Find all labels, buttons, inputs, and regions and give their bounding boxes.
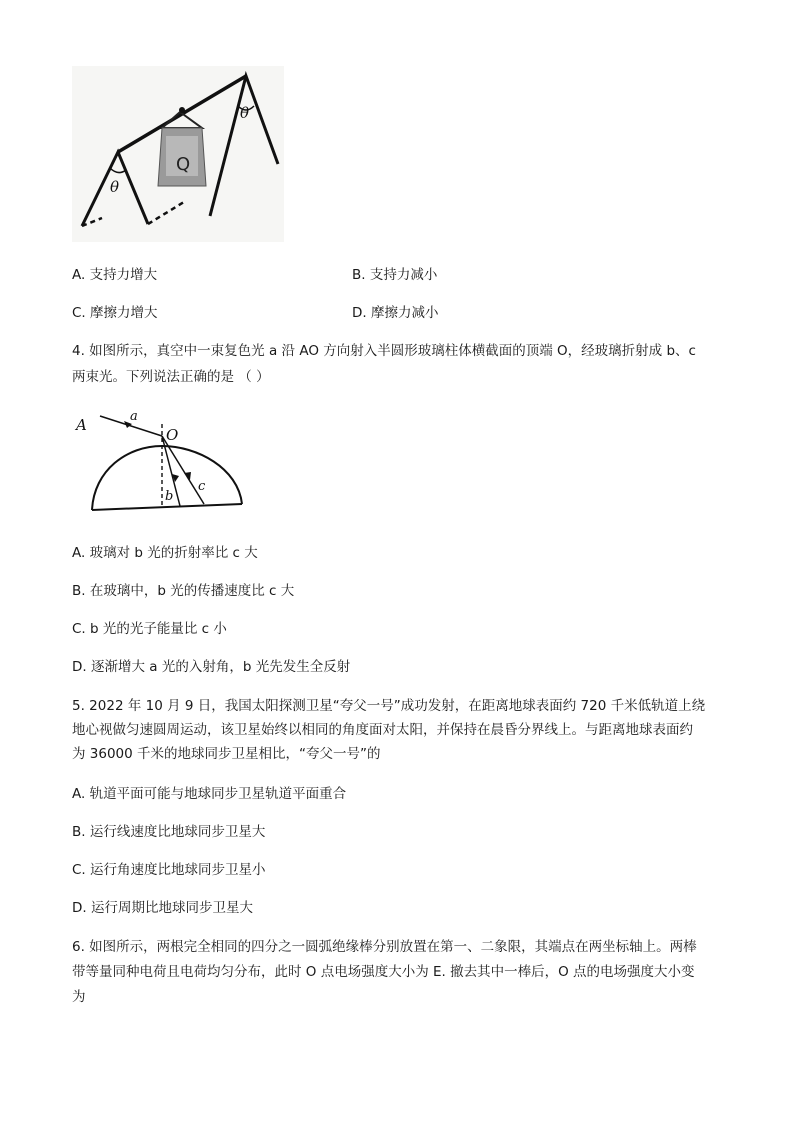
hanger-hook	[179, 107, 185, 113]
semicircle-base	[92, 504, 242, 510]
q4-option-b: B. 在玻璃中，b 光的传播速度比 c 大	[72, 583, 295, 599]
label-O: O	[166, 426, 179, 444]
clothes-print: Q	[176, 154, 191, 175]
label-A: A	[76, 416, 87, 434]
q4-option-c: C. b 光的光子能量比 c 小	[72, 621, 227, 637]
q5-stem-line-2: 地心视做匀速圆周运动，该卫星始终以相同的角度面对太阳，并保持在晨昏分界线上。与距离地球表面约	[72, 722, 693, 738]
q4-stem-line-1: 4. 如图所示，真空中一束复色光 a 沿 AO 方向射入半圆形玻璃柱体横截面的顶端 O，经玻璃折射成 b、c	[72, 343, 696, 359]
q3-figure	[72, 66, 284, 242]
q6-stem-line-3: 为	[72, 989, 86, 1005]
q5-stem-line-3: 为 36000 千米的地球同步卫星相比，“夸父一号”的	[72, 746, 381, 762]
q5-option-a: A. 轨道平面可能与地球同步卫星轨道平面重合	[72, 786, 347, 802]
q3-option-c: C. 摩擦力增大	[72, 305, 158, 321]
left-theta-label: θ	[110, 178, 120, 196]
q5-option-c: C. 运行角速度比地球同步卫星小	[72, 862, 266, 878]
q4-figure-drawing	[72, 410, 248, 514]
q4-figure	[72, 410, 248, 514]
right-theta-label: θ	[240, 104, 250, 122]
q3-option-d: D. 摩擦力减小	[352, 305, 439, 321]
q5-option-b: B. 运行线速度比地球同步卫星大	[72, 824, 266, 840]
q5-stem-line-1: 5. 2022 年 10 月 9 日，我国太阳探测卫星“夸父一号”成功发射，在距离地球表面约 720 千米低轨道上绕	[72, 698, 706, 714]
q5-option-d: D. 运行周期比地球同步卫星大	[72, 900, 253, 916]
ray-c-arrow	[184, 472, 191, 480]
q6-stem-line-2: 带等量同种电荷且电荷均匀分布，此时 O 点电场强度大小为 E. 撤去其中一棒后，O 点的电场强度大小变	[72, 964, 695, 980]
q4-option-a: A. 玻璃对 b 光的折射率比 c 大	[72, 545, 258, 561]
q3-option-a: A. 支持力增大	[72, 267, 158, 283]
label-b: b	[165, 489, 174, 504]
q4-stem-line-2: 两束光。下列说法正确的是 （ ）	[72, 369, 270, 385]
q6-stem-line-1: 6. 如图所示，两根完全相同的四分之一圆弧绝缘棒分别放置在第一、二象限，其端点在两坐标轴上。两棒	[72, 939, 697, 955]
label-a: a	[130, 410, 138, 424]
q3-figure-drawing	[72, 66, 284, 242]
label-c: c	[198, 479, 206, 494]
q3-option-b: B. 支持力减小	[352, 267, 438, 283]
q4-option-d: D. 逐渐增大 a 光的入射角，b 光先发生全反射	[72, 659, 351, 675]
